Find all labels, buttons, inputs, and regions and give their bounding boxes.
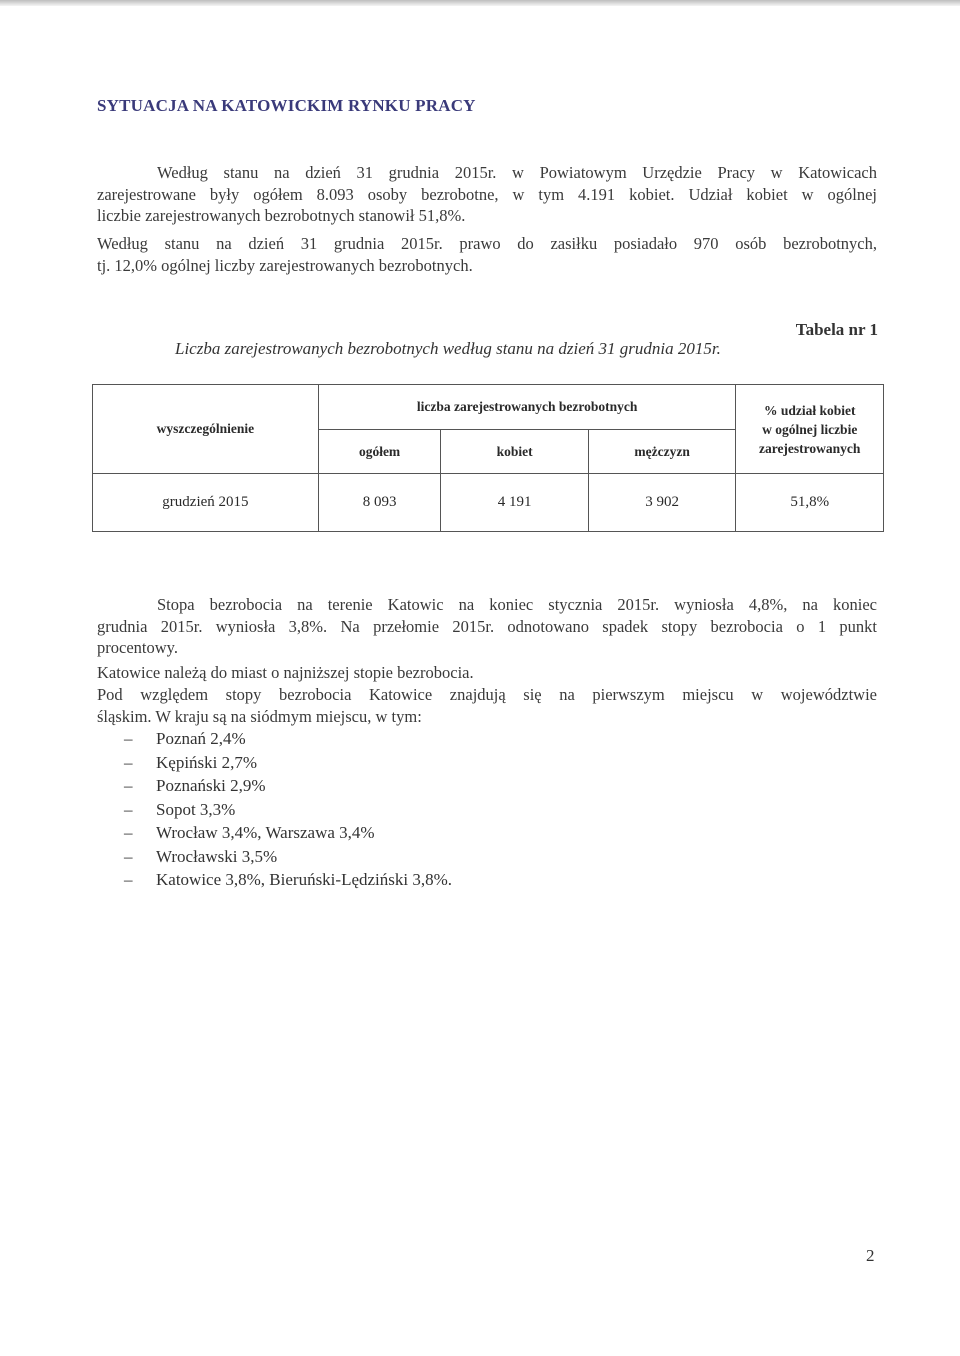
page-heading: SYTUACJA NA KATOWICKIM RYNKU PRACY <box>97 96 476 115</box>
list-item: – Poznański 2,9% <box>120 774 452 798</box>
paragraph-line: Katowice należą do miast o najniższej stopie bezrobocia. <box>97 663 474 682</box>
header-pct-line: zarejestrowanych <box>758 440 861 456</box>
paragraph-line: Według stanu na dzień 31 grudnia 2015r. prawo do zasiłku posiadało 970 osób bezrobotnych, <box>97 234 877 253</box>
header-pct-line: w ogólnej liczbie <box>762 421 858 437</box>
paragraph-line: Według stanu na dzień 31 grudnia 2015r. w Powiatowym Urzędzie Pracy w Katowicach <box>157 163 877 182</box>
header-men: mężczyzn <box>588 430 736 474</box>
unemployment-table <box>92 384 884 532</box>
header-total: ogółem <box>318 430 440 474</box>
header-women: kobiet <box>441 430 589 474</box>
paragraph-line: liczbie zarejestrowanych bezrobotnych stanowił 51,8%. <box>97 206 466 225</box>
header-registered-unemployed: liczba zarejestrowanych bezrobotnych <box>318 385 736 430</box>
list-item: – Kępiński 2,7% <box>120 751 452 775</box>
paragraph-registered-unemployed <box>97 162 877 227</box>
cell-women-share: 51,8% <box>736 474 884 532</box>
table-number: Tabela nr 1 <box>795 320 878 339</box>
header-pct-line: % udział kobiet <box>763 402 856 418</box>
page-number: 2 <box>866 1246 875 1265</box>
paragraph-unemployment-rate <box>97 594 877 659</box>
table-caption: Liczba zarejestrowanych bezrobotnych według stanu na dzień 31 grudnia 2015r. <box>175 339 721 358</box>
list-item: – Poznań 2,4% <box>120 727 452 751</box>
paragraph-line: zarejestrowane były ogółem 8.093 osoby bezrobotne, w tym 4.191 kobiet. Udział kobiet w ogólnej <box>97 184 877 204</box>
list-item: – Wrocław 3,4%, Warszawa 3,4% <box>120 821 452 845</box>
row-label: grudzień 2015 <box>93 474 319 532</box>
header-specification: wyszczególnienie <box>93 385 319 474</box>
paragraph-benefit <box>97 233 877 276</box>
list-item: – Sopot 3,3% <box>120 798 452 822</box>
table-header-row <box>93 385 884 430</box>
paragraph-lowest-rate <box>97 662 877 684</box>
cell-men: 3 902 <box>588 474 736 532</box>
header-women-share <box>736 385 884 474</box>
list-item: – Katowice 3,8%, Bieruński-Lędziński 3,8%. <box>120 868 452 892</box>
cell-women: 4 191 <box>441 474 589 532</box>
paragraph-line: procentowy. <box>97 638 178 657</box>
paragraph-line: tj. 12,0% ogólnej liczby zarejestrowanych bezrobotnych. <box>97 255 473 275</box>
cell-total: 8 093 <box>318 474 440 532</box>
paragraph-ranking <box>97 684 877 727</box>
list-item: – Wrocławski 3,5% <box>120 845 452 869</box>
paragraph-line: grudnia 2015r. wyniosła 3,8%. Na przełomie 2015r. odnotowano spadek stopy bezrobocia o 1 punkt <box>97 616 877 636</box>
paragraph-line: śląskim. W kraju są na siódmym miejscu, w tym: <box>97 706 422 726</box>
paragraph-line: Pod względem stopy bezrobocia Katowice znajdują się na pierwszym miejscu w województwie <box>97 685 877 704</box>
ranking-list <box>120 727 452 892</box>
paragraph-line: Stopa bezrobocia na terenie Katowic na koniec stycznia 2015r. wyniosła 4,8%, na koniec <box>157 595 877 614</box>
scan-edge <box>0 0 960 6</box>
table-row <box>93 474 884 532</box>
